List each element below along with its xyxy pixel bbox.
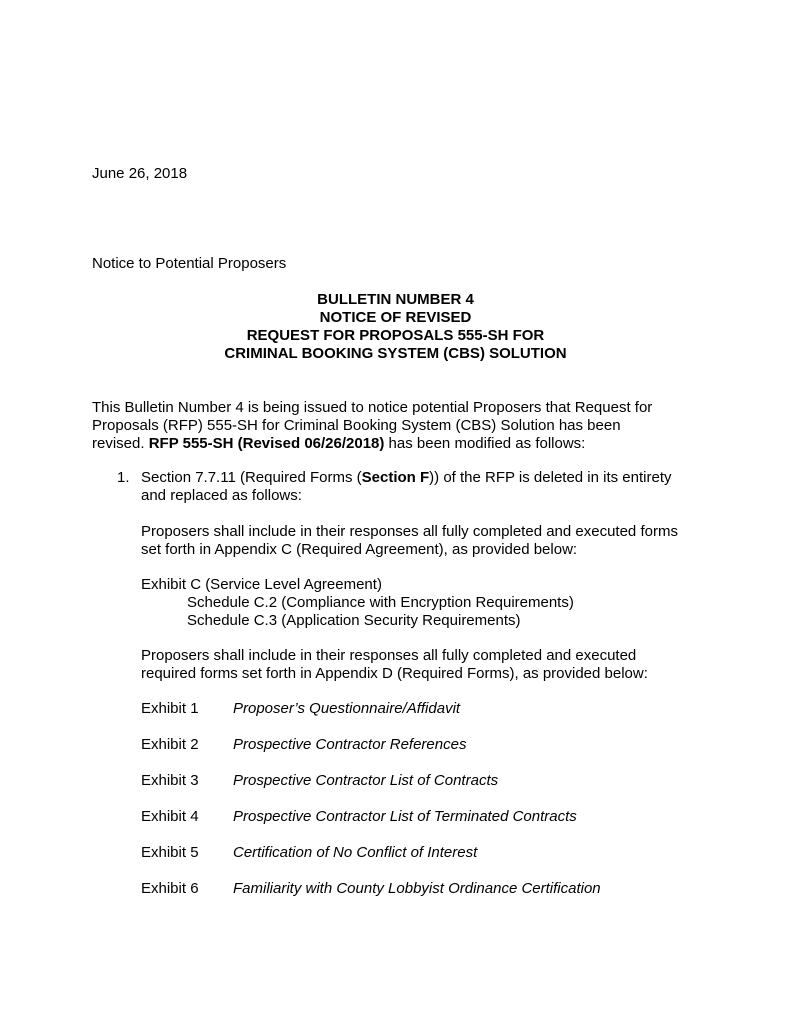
exhibit-number: Exhibit 1	[141, 700, 199, 717]
intro-text: has been modified as follows:	[384, 435, 586, 452]
exhibit-title: Proposer’s Questionnaire/Affidavit	[233, 700, 461, 717]
heading-line: CRIMINAL BOOKING SYSTEM (CBS) SOLUTION	[224, 345, 567, 362]
revised-rfp-label: RFP 555-SH (Revised 06/26/2018)	[148, 435, 385, 452]
exhibit-number: Exhibit 2	[141, 736, 199, 753]
exhibit-title: Prospective Contractor List of Contracts	[233, 772, 499, 789]
heading-line: NOTICE OF REVISED	[319, 309, 472, 326]
heading-line: REQUEST FOR PROPOSALS 555-SH FOR	[246, 327, 545, 344]
list-item-text	[141, 469, 711, 505]
paragraph-line: set forth in Appendix C (Required Agreement), as provided below:	[141, 541, 578, 558]
exhibit-number: Exhibit 6	[141, 880, 199, 897]
salutation: Notice to Potential Proposers	[92, 255, 287, 272]
schedule-item: Schedule C.2 (Compliance with Encryption Requirements)	[187, 594, 574, 611]
appendix-c-paragraph	[141, 523, 711, 559]
exhibit-c-title: Exhibit C (Service Level Agreement)	[141, 576, 382, 593]
intro-line	[92, 435, 712, 453]
paragraph-line: required forms set forth in Appendix D (Required Forms), as provided below:	[141, 665, 648, 682]
intro-line: This Bulletin Number 4 is being issued to notice potential Proposers that Request for	[92, 399, 653, 416]
item-line	[141, 469, 711, 487]
section-label: Section F	[361, 469, 430, 486]
exhibit-number: Exhibit 3	[141, 772, 199, 789]
exhibit-title: Certification of No Conflict of Interest	[233, 844, 478, 861]
heading-line: BULLETIN NUMBER 4	[317, 291, 474, 308]
list-item-number: 1.	[117, 469, 130, 486]
intro-text: revised.	[92, 435, 149, 452]
exhibit-title: Prospective Contractor List of Terminated Contracts	[233, 808, 577, 825]
paragraph-line: Proposers shall include in their responses all fully completed and executed	[141, 647, 637, 664]
exhibit-c-block	[141, 576, 574, 630]
item-line: and replaced as follows:	[141, 487, 302, 504]
exhibit-title: Familiarity with County Lobbyist Ordinance Certification	[233, 880, 601, 897]
paragraph-line: Proposers shall include in their responses all fully completed and executed forms	[141, 523, 678, 540]
item-text: Section 7.7.11 (Required Forms (	[141, 469, 362, 486]
appendix-d-paragraph	[141, 647, 711, 683]
exhibit-title: Prospective Contractor References	[233, 736, 467, 753]
bulletin-heading	[0, 291, 791, 363]
exhibit-number: Exhibit 5	[141, 844, 199, 861]
document-date: June 26, 2018	[92, 165, 188, 182]
intro-paragraph	[92, 399, 712, 453]
schedule-item: Schedule C.3 (Application Security Requirements)	[187, 612, 521, 629]
item-text: )) of the RFP is deleted in its entirety	[429, 469, 672, 486]
exhibit-number: Exhibit 4	[141, 808, 199, 825]
intro-line: Proposals (RFP) 555-SH for Criminal Booking System (CBS) Solution has been	[92, 417, 621, 434]
